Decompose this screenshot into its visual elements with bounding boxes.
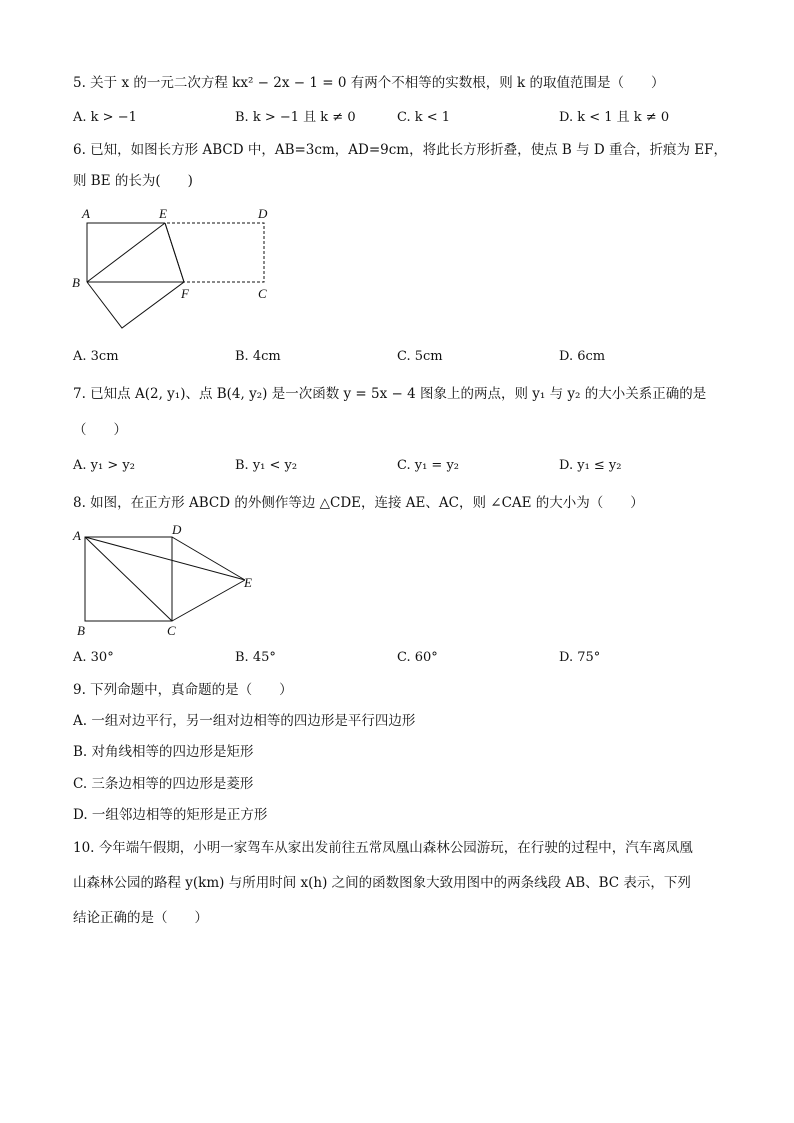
q10-stem-line2: 山森林公园的路程 y(km) 与所用时间 x(h) 之间的函数图象大致用图中的两条线段 AB、BC 表示，下列 bbox=[73, 875, 691, 891]
q8-label-b: B bbox=[77, 623, 85, 638]
q8-option-b: B. 45° bbox=[235, 650, 276, 665]
q9-stem: 9. 下列命题中，真命题的是（ ） bbox=[73, 682, 293, 698]
q6-label-b: B bbox=[72, 275, 80, 290]
q7-stem-line2: （ ） bbox=[73, 422, 127, 438]
q7-option-a: A. y₁ > y₂ bbox=[73, 458, 135, 473]
q5-stem: 5. 关于 x 的一元二次方程 kx² − 2x − 1 = 0 有两个不相等的实数根，则 k 的取值范围是（ ） bbox=[73, 75, 665, 91]
q6-option-d: D. 6cm bbox=[559, 349, 606, 364]
q9-option-a: A. 一组对边平行，另一组对边相等的四边形是平行四边形 bbox=[73, 713, 416, 729]
q6-rect-dashed-outline bbox=[87, 223, 264, 282]
q8-label-e: E bbox=[244, 575, 252, 590]
q9-option-b: B. 对角线相等的四边形是矩形 bbox=[73, 744, 254, 760]
q5-option-b: B. k > −1 且 k ≠ 0 bbox=[235, 110, 356, 125]
q6-option-a: A. 3cm bbox=[73, 349, 119, 364]
q8-label-c: C bbox=[167, 623, 176, 638]
q5-option-d: D. k < 1 且 k ≠ 0 bbox=[559, 110, 670, 125]
q5-option-a: A. k > −1 bbox=[73, 110, 137, 125]
q8-option-a: A. 30° bbox=[73, 650, 114, 665]
q6-label-f: F bbox=[181, 286, 189, 301]
q8-segment-ae bbox=[85, 537, 245, 580]
q6-label-a: A bbox=[82, 206, 90, 221]
q5-option-c: C. k < 1 bbox=[397, 110, 451, 125]
q8-stem: 8. 如图，在正方形 ABCD 的外侧作等边 △CDE，连接 AE、AC，则 ∠CAE 的大小为（ ） bbox=[73, 495, 644, 511]
q6-label-c: C bbox=[258, 286, 267, 301]
q6-stem-line2: 则 BE 的长为( ) bbox=[73, 173, 193, 189]
q8-segment-ce bbox=[172, 580, 245, 621]
q8-option-d: D. 75° bbox=[559, 650, 601, 665]
q8-square-triangle-figure bbox=[64, 520, 274, 645]
q10-stem-line3: 结论正确的是（ ） bbox=[73, 910, 208, 926]
q7-option-d: D. y₁ ≤ y₂ bbox=[559, 458, 622, 473]
q6-rectangle-fold-figure bbox=[60, 200, 290, 335]
q9-option-c: C. 三条边相等的四边形是菱形 bbox=[73, 776, 254, 792]
q7-option-c: C. y₁ = y₂ bbox=[397, 458, 460, 473]
q6-option-b: B. 4cm bbox=[235, 349, 281, 364]
q6-segment-be bbox=[87, 223, 165, 282]
q7-stem-line1: 7. 已知点 A(2, y₁)、点 B(4, y₂) 是一次函数 y = 5x − 4 图象上的两点，则 y₁ 与 y₂ 的大小关系正确的是 bbox=[73, 386, 707, 402]
q8-segment-de bbox=[172, 537, 245, 580]
q8-label-d: D bbox=[172, 522, 182, 537]
q8-option-c: C. 60° bbox=[397, 650, 438, 665]
q6-stem-line1: 6. 已知，如图长方形 ABCD 中，AB=3cm，AD=9cm，将此长方形折叠，使点 B 与 D 重合，折痕为 EF， bbox=[73, 142, 728, 158]
q6-option-c: C. 5cm bbox=[397, 349, 443, 364]
q8-segment-ac bbox=[85, 537, 172, 621]
q8-label-a: A bbox=[73, 528, 81, 543]
q9-option-d: D. 一组邻边相等的矩形是正方形 bbox=[73, 807, 268, 823]
q6-label-d: D bbox=[258, 206, 268, 221]
q6-label-e: E bbox=[159, 206, 167, 221]
q10-stem-line1: 10. 今年端午假期，小明一家驾车从家出发前往五常凤凰山森林公园游玩，在行驶的过程中，汽车离凤凰 bbox=[73, 840, 693, 856]
q7-option-b: B. y₁ < y₂ bbox=[235, 458, 298, 473]
q6-folded-flap bbox=[87, 223, 184, 328]
